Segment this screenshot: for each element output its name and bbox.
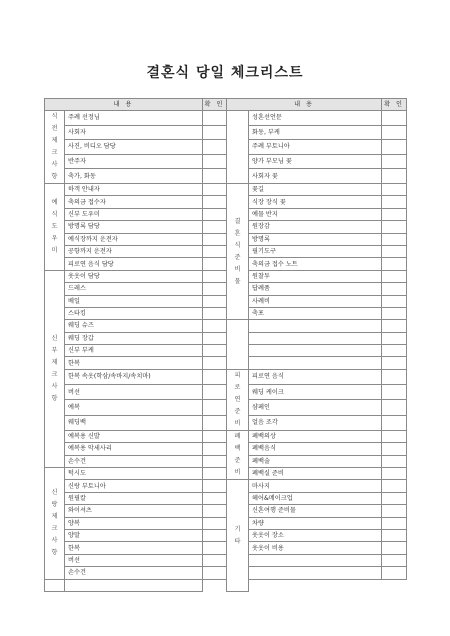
table-row: [45, 221, 407, 233]
left-check-box[interactable]: [203, 529, 227, 541]
right-check-box[interactable]: [382, 554, 407, 566]
table-row: [45, 295, 407, 307]
table-row: [45, 455, 407, 467]
left-check-box[interactable]: [203, 221, 227, 233]
left-category-label: 식 전 제 크 사 항: [45, 111, 65, 184]
left-item: 주례 선정님: [65, 111, 203, 126]
left-item: 신부 부케: [65, 345, 203, 357]
left-check-box[interactable]: [203, 332, 227, 344]
left-check-box[interactable]: [203, 184, 227, 196]
left-check-header: 확 인: [203, 99, 227, 111]
right-item: [249, 567, 382, 579]
left-item: 와이셔츠: [65, 505, 203, 517]
left-check-box[interactable]: [203, 468, 227, 480]
right-item: 방명록: [249, 233, 382, 245]
right-item: 폐백의상: [249, 430, 382, 442]
right-check-box[interactable]: [382, 517, 407, 529]
table-row: [45, 480, 407, 492]
left-item: 한복: [65, 357, 203, 369]
table-row: [45, 415, 407, 430]
table-row: [45, 517, 407, 529]
right-check-box[interactable]: [382, 529, 407, 541]
right-category-label: 폐 백 준 비: [227, 430, 249, 480]
left-check-box[interactable]: [203, 517, 227, 529]
left-category-label: 신 랑 제 크 사 항: [45, 468, 65, 580]
left-item: 공항까지 운전자: [65, 245, 203, 257]
left-item: 하객 안내자: [65, 184, 203, 196]
left-item: 드레스: [65, 283, 203, 295]
right-check-box[interactable]: [65, 579, 203, 591]
left-category-label: 신 부 제 크 사 항: [45, 270, 65, 467]
table-row: [45, 529, 407, 541]
right-item: [249, 320, 382, 332]
right-check-box[interactable]: [382, 283, 407, 295]
right-item: 주례 부토니아: [249, 140, 382, 155]
header-row: [45, 99, 407, 111]
left-check-box[interactable]: [203, 443, 227, 455]
table-row: [45, 169, 407, 184]
left-check-box[interactable]: [203, 505, 227, 517]
table-row: [45, 468, 407, 480]
left-item: 손수건: [65, 455, 203, 467]
table-row: [45, 345, 407, 357]
left-item: 웨딩 슈즈: [65, 320, 203, 332]
right-item: 폐백음식: [249, 443, 382, 455]
right-check-box[interactable]: [382, 196, 407, 208]
left-item: 신부 도우미: [65, 208, 203, 220]
left-check-box[interactable]: [203, 345, 227, 357]
right-item: 식장 장식 꽃: [249, 196, 382, 208]
left-item: 한복: [65, 542, 203, 554]
right-item: 신혼여행 준비물: [249, 505, 382, 517]
right-check-box[interactable]: [382, 542, 407, 554]
left-check-box[interactable]: [203, 270, 227, 282]
table-row: [45, 579, 407, 591]
left-check-box[interactable]: [203, 154, 227, 169]
left-check-box[interactable]: [203, 567, 227, 579]
table-row: [45, 492, 407, 504]
left-item: 예복용 악세사리: [65, 443, 203, 455]
left-check-box[interactable]: [203, 125, 227, 140]
left-check-box[interactable]: [203, 111, 227, 126]
left-item: 양복: [65, 517, 203, 529]
left-check-box[interactable]: [203, 357, 227, 369]
left-check-box[interactable]: [203, 385, 227, 400]
left-check-box[interactable]: [203, 140, 227, 155]
right-item: 피로연 음식: [249, 369, 382, 384]
right-check-box[interactable]: [382, 208, 407, 220]
table-row: [45, 184, 407, 196]
right-item: 축포: [249, 307, 382, 319]
right-item: 사례비: [249, 295, 382, 307]
left-check-box[interactable]: [203, 369, 227, 384]
table-row: [45, 245, 407, 257]
left-item: 양말: [65, 529, 203, 541]
right-item: 예물 반지: [249, 208, 382, 220]
left-item: 손수건: [65, 567, 203, 579]
right-item: 꽃길: [249, 184, 382, 196]
table-row: [45, 369, 407, 384]
left-check-box[interactable]: [203, 480, 227, 492]
right-category-label: 기 타: [227, 480, 249, 592]
right-category-label: 피 로 연 준 비: [227, 369, 249, 430]
left-item: 축의금 접수자: [65, 196, 203, 208]
right-item: 성혼선언문: [249, 111, 382, 126]
right-category-label: [227, 111, 249, 184]
table-row: [45, 208, 407, 220]
table-row: [45, 443, 407, 455]
right-check-box[interactable]: [382, 480, 407, 492]
left-item: 피로연 음식 담당: [65, 258, 203, 270]
right-check-box[interactable]: [382, 154, 407, 169]
left-item: 베일: [65, 295, 203, 307]
right-check-box[interactable]: [382, 492, 407, 504]
table-row: [45, 125, 407, 140]
table-row: [45, 332, 407, 344]
right-item: 웃옷이 비용: [249, 542, 382, 554]
table-row: [45, 283, 407, 295]
left-item: 축가, 화동: [65, 169, 203, 184]
left-item: 예복: [65, 400, 203, 415]
table-row: [45, 154, 407, 169]
right-item: 폐백실 준비: [249, 468, 382, 480]
right-item: 필기도구: [249, 245, 382, 257]
table-row: [45, 554, 407, 566]
right-check-box[interactable]: [382, 505, 407, 517]
right-check-box[interactable]: [382, 169, 407, 184]
right-check-box[interactable]: [382, 245, 407, 257]
right-check-box[interactable]: [382, 345, 407, 357]
right-check-box[interactable]: [382, 357, 407, 369]
left-check-box[interactable]: [203, 233, 227, 245]
left-check-box[interactable]: [203, 208, 227, 220]
right-item: 헤어&메이크업: [249, 492, 382, 504]
right-item: 양가 부모님 꽃: [249, 154, 382, 169]
left-check-box[interactable]: [203, 320, 227, 332]
right-check-box[interactable]: [382, 320, 407, 332]
table-row: [45, 320, 407, 332]
right-item: 답례품: [249, 283, 382, 295]
right-category-label: [227, 320, 249, 370]
table-row: [45, 140, 407, 155]
table-row: [45, 111, 407, 126]
right-check-box[interactable]: [382, 385, 407, 400]
right-item: 사회자 꽃: [249, 169, 382, 184]
table-row: [45, 400, 407, 415]
left-check-box[interactable]: [203, 307, 227, 319]
right-item: [249, 357, 382, 369]
right-check-box[interactable]: [382, 307, 407, 319]
left-item: 반주자: [65, 154, 203, 169]
left-check-box[interactable]: [203, 430, 227, 442]
right-content-header: 내 용: [227, 99, 382, 111]
right-check-box[interactable]: [382, 430, 407, 442]
left-item: 웃옷이 담당: [65, 270, 203, 282]
right-item: 축의금 접수 노트: [249, 258, 382, 270]
left-item: 한복 속옷(학삼/속바지/속치마): [65, 369, 203, 384]
right-check-box[interactable]: [382, 400, 407, 415]
table-row: [45, 270, 407, 282]
left-item: 예식장까지 운전자: [65, 233, 203, 245]
left-check-box[interactable]: [203, 455, 227, 467]
table-row: [45, 542, 407, 554]
right-check-box[interactable]: [382, 295, 407, 307]
left-item: 예복용 신발: [65, 430, 203, 442]
left-check-box[interactable]: [203, 415, 227, 430]
left-item: 신랑 부토니아: [65, 480, 203, 492]
left-item: 버선: [65, 385, 203, 400]
left-content-header: 내 용: [45, 99, 203, 111]
right-check-box[interactable]: [382, 125, 407, 140]
right-item: [45, 579, 65, 591]
right-check-box[interactable]: [382, 332, 407, 344]
left-category-label: 예 식 도 우 미: [45, 184, 65, 271]
right-check-box[interactable]: [382, 455, 407, 467]
left-item: 사회자: [65, 125, 203, 140]
right-item: 샴페인: [249, 400, 382, 415]
right-check-box[interactable]: [382, 233, 407, 245]
page-title: 결혼식 당일 체크리스트: [146, 65, 304, 81]
left-check-box[interactable]: [203, 554, 227, 566]
right-item: 원장감: [249, 221, 382, 233]
table-row: [45, 258, 407, 270]
left-item: 웨딩 장갑: [65, 332, 203, 344]
left-item: 사진, 비디오 담당: [65, 140, 203, 155]
table-row: [45, 385, 407, 400]
table-row: [45, 430, 407, 442]
table-row: [45, 567, 407, 579]
left-item: 방명록 담당: [65, 221, 203, 233]
left-item: 원필칼: [65, 492, 203, 504]
right-item: 차량: [249, 517, 382, 529]
table-row: [45, 357, 407, 369]
left-check-box[interactable]: [203, 283, 227, 295]
right-item: 마사지: [249, 480, 382, 492]
right-check-box[interactable]: [382, 184, 407, 196]
right-check-box[interactable]: [382, 443, 407, 455]
left-check-box[interactable]: [203, 258, 227, 270]
table-row: [45, 505, 407, 517]
right-item: 화동, 부케: [249, 125, 382, 140]
right-item: 웃옷이 장소: [249, 529, 382, 541]
right-check-box[interactable]: [382, 567, 407, 579]
left-item: 웨딩백: [65, 415, 203, 430]
right-check-box[interactable]: [382, 140, 407, 155]
left-check-box[interactable]: [203, 245, 227, 257]
table-row: [45, 307, 407, 319]
left-check-box[interactable]: [203, 492, 227, 504]
right-check-header: 확 인: [382, 99, 407, 111]
right-item: [249, 345, 382, 357]
left-check-box[interactable]: [203, 196, 227, 208]
right-check-box[interactable]: [382, 270, 407, 282]
right-item: 원찰투: [249, 270, 382, 282]
right-check-box[interactable]: [382, 111, 407, 126]
table-row: [45, 233, 407, 245]
right-item: 폐백술: [249, 455, 382, 467]
table-row: [45, 196, 407, 208]
right-check-box[interactable]: [382, 369, 407, 384]
right-item: 웨딩 케이크: [249, 385, 382, 400]
right-check-box[interactable]: [382, 415, 407, 430]
left-item: 턱시도: [65, 468, 203, 480]
right-item: [249, 554, 382, 566]
right-check-box[interactable]: [382, 221, 407, 233]
right-check-box[interactable]: [382, 258, 407, 270]
left-check-box[interactable]: [203, 169, 227, 184]
left-check-box[interactable]: [203, 295, 227, 307]
right-check-box[interactable]: [382, 468, 407, 480]
left-item: 스타킹: [65, 307, 203, 319]
right-category-label: 결 혼 식 준 비 물: [227, 184, 249, 320]
left-check-box[interactable]: [203, 542, 227, 554]
left-item: 버선: [65, 554, 203, 566]
checklist-table: [44, 98, 407, 592]
left-check-box[interactable]: [203, 400, 227, 415]
right-item: 얼음 조각: [249, 415, 382, 430]
right-item: [249, 332, 382, 344]
